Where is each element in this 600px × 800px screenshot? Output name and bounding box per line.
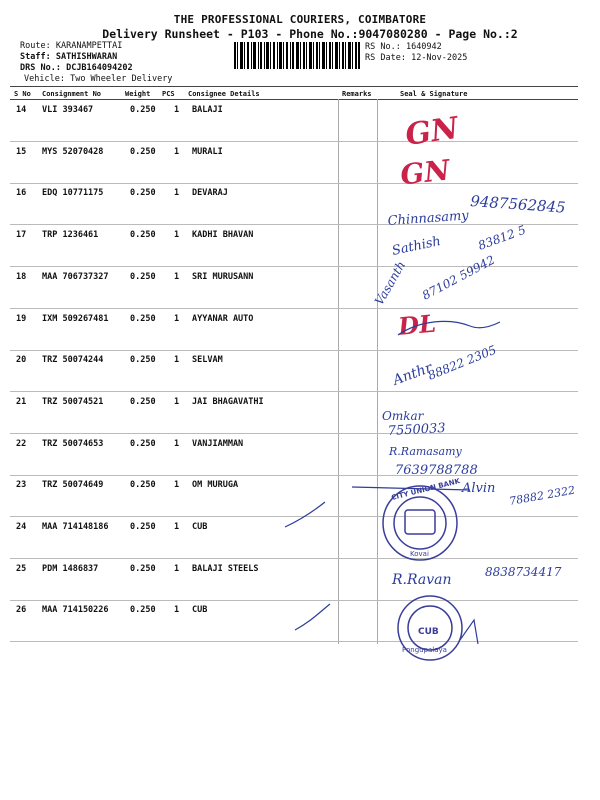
table-row <box>0 517 600 559</box>
row-sno: 23 <box>16 480 27 491</box>
vehicle-value: Two Wheeler Delivery <box>70 74 173 84</box>
row-consignee: DEVARAJ <box>192 188 228 199</box>
row-weight: 0.250 <box>130 313 156 324</box>
row-sno: 22 <box>16 438 27 449</box>
row-sno: 14 <box>16 105 27 115</box>
handwritten-name-22: R.Ramasamy <box>389 445 462 458</box>
handwritten-name-19: Vasanth <box>371 258 409 308</box>
vehicle-line <box>24 74 172 84</box>
table-row <box>0 183 600 225</box>
handwritten-num-22: 7639788788 <box>395 463 478 478</box>
row-pcs: 1 <box>174 355 180 366</box>
row-sno: 21 <box>16 396 27 407</box>
drs-line <box>20 63 133 73</box>
handwritten-num-20: 88822 2305 <box>425 342 499 383</box>
row-sno: 15 <box>16 146 27 157</box>
row-pcs: 1 <box>174 105 180 115</box>
row-consignee: SELVAM <box>192 355 223 366</box>
row-weight: 0.250 <box>130 230 156 241</box>
row-weight: 0.250 <box>130 522 156 532</box>
cub-stamp-2-text: CUB <box>418 627 439 637</box>
handwritten-num-25: 8838734417 <box>485 565 562 579</box>
row-consignment-no: MAA 714150226 <box>42 605 109 616</box>
handwritten-name-21: Omkar <box>382 409 424 423</box>
red-mark-gn-1: GN <box>403 110 461 153</box>
row-sno: 25 <box>16 563 27 574</box>
row-pcs: 1 <box>174 522 180 532</box>
table-row <box>0 434 600 476</box>
row-pcs: 1 <box>174 396 180 407</box>
handwritten-name-18: Sathish <box>390 233 443 259</box>
handwritten-num-23: 78882 2322 <box>508 483 576 508</box>
rs-date-value: 12-Nov-2025 <box>411 53 468 63</box>
col-header-pcs: PCS <box>162 90 175 98</box>
table-row <box>0 559 600 601</box>
row-consignment-no: TRZ 50074244 <box>42 355 104 366</box>
row-consignee: BALAJI <box>192 105 223 115</box>
row-pcs: 1 <box>174 230 180 241</box>
rs-date-line <box>365 53 467 63</box>
row-consignee: JAI BHAGAVATHI <box>192 396 264 407</box>
row-consignee: CUB <box>192 522 208 532</box>
runsheet-subtitle: Delivery Runsheet - P103 - Phone No.:9047080280 - Page No.:2 <box>102 27 518 41</box>
table-top-border <box>10 86 578 87</box>
col-header-consignment: Consignment No <box>42 90 102 98</box>
handwritten-num-18: 83812 5 <box>476 222 528 253</box>
row-consignment-no: TRZ 50074649 <box>42 480 104 491</box>
handwritten-name-23: Alvin <box>462 481 496 496</box>
col-header-seal: Seal & Signature <box>400 90 468 98</box>
row-consignment-no: TRZ 50074521 <box>42 396 104 407</box>
red-mark-gn-2: GN <box>398 153 452 192</box>
row-weight: 0.250 <box>130 146 156 157</box>
route-line <box>20 41 122 51</box>
handwritten-phone-1: 9487562845 <box>469 192 567 217</box>
row-pcs: 1 <box>174 480 180 491</box>
row-weight: 0.250 <box>130 396 156 407</box>
route-value: KARANAMPETTAI <box>55 41 123 51</box>
handwritten-num-21: 7550033 <box>387 420 447 439</box>
red-mark-dl: DL <box>397 308 438 341</box>
cub-stamp-1-sub: Kovai <box>410 550 429 558</box>
handwritten-name-17: Chinnasamy <box>387 208 470 229</box>
cub-stamp-2-sub: Pongupalaya <box>402 646 447 654</box>
company-title: THE PROFESSIONAL COURIERS, COIMBATORE <box>173 13 427 26</box>
row-consignment-no: MAA 706737327 <box>42 271 109 282</box>
barcode <box>233 41 361 70</box>
row-sno: 17 <box>16 230 27 241</box>
row-pcs: 1 <box>174 438 180 449</box>
row-consignee: OM MURUGA <box>192 480 239 491</box>
row-weight: 0.250 <box>130 355 156 366</box>
row-weight: 0.250 <box>130 438 156 449</box>
row-pcs: 1 <box>174 271 180 282</box>
drs-value: DCJB164094202 <box>66 63 133 73</box>
row-consignment-no: IXM 509267481 <box>42 313 109 324</box>
row-pcs: 1 <box>174 605 180 616</box>
table-row <box>0 142 600 184</box>
table-row <box>0 267 600 309</box>
col-header-weight: Weight <box>125 90 151 98</box>
rs-no-value: 1640942 <box>405 42 442 52</box>
row-sno: 20 <box>16 355 27 366</box>
row-weight: 0.250 <box>130 563 156 574</box>
row-weight: 0.250 <box>130 188 156 199</box>
row-consignee: SRI MURUSANN <box>192 271 254 282</box>
row-weight: 0.250 <box>130 605 156 616</box>
handwritten-name-20: Anthr <box>390 359 435 389</box>
staff-label: Staff: <box>20 52 51 62</box>
row-consignment-no: EDQ 10771175 <box>42 188 104 199</box>
staff-value: SATHISHWARAN <box>55 52 118 62</box>
handwritten-num-19: 87102 59942 <box>419 252 498 303</box>
row-sno: 26 <box>16 605 27 616</box>
row-weight: 0.250 <box>130 271 156 282</box>
row-consignment-no: VLI 393467 <box>42 105 94 115</box>
row-consignee: AYYANAR AUTO <box>192 313 254 324</box>
rs-no-label: RS No.: <box>365 42 401 52</box>
row-sno: 16 <box>16 188 27 199</box>
row-weight: 0.250 <box>130 105 156 115</box>
table-row <box>0 100 600 142</box>
row-consignment-no: MYS 52070428 <box>42 146 104 157</box>
row-consignee: MURALI <box>192 146 223 157</box>
row-pcs: 1 <box>174 563 180 574</box>
row-consignee: KADHI BHAVAN <box>192 230 254 241</box>
table-row <box>0 600 600 642</box>
row-sno: 24 <box>16 522 27 532</box>
row-consignee: VANJIAMMAN <box>192 438 244 449</box>
handwritten-name-25: R.Ravan <box>392 572 452 588</box>
row-pcs: 1 <box>174 313 180 324</box>
table-row <box>0 350 600 392</box>
drs-label: DRS No.: <box>20 63 61 73</box>
rs-date-label: RS Date: <box>365 53 406 63</box>
row-consignment-no: MAA 714148186 <box>42 522 109 532</box>
col-header-consignee: Consignee Details <box>188 90 260 98</box>
row-consignee: CUB <box>192 605 208 616</box>
row-consignment-no: TRP 1236461 <box>42 230 99 241</box>
col-header-sno: S No <box>14 90 31 98</box>
row-weight: 0.250 <box>130 480 156 491</box>
route-label: Route: <box>20 41 51 51</box>
row-divider <box>10 641 578 642</box>
table-row <box>0 475 600 517</box>
staff-line <box>20 52 117 62</box>
row-sno: 18 <box>16 271 27 282</box>
row-consignee: BALAJI STEELS <box>192 563 259 574</box>
row-consignment-no: TRZ 50074653 <box>42 438 104 449</box>
vehicle-label: Vehicle: <box>24 74 65 84</box>
table-row <box>0 309 600 351</box>
row-pcs: 1 <box>174 188 180 199</box>
cub-stamp-1-text: CITY UNION BANK <box>390 477 461 502</box>
row-consignment-no: PDM 1486837 <box>42 563 99 574</box>
col-header-remarks: Remarks <box>342 90 372 98</box>
rs-no-line <box>365 42 442 52</box>
table-row <box>0 392 600 434</box>
row-pcs: 1 <box>174 146 180 157</box>
row-sno: 19 <box>16 313 27 324</box>
table-row <box>0 222 600 267</box>
